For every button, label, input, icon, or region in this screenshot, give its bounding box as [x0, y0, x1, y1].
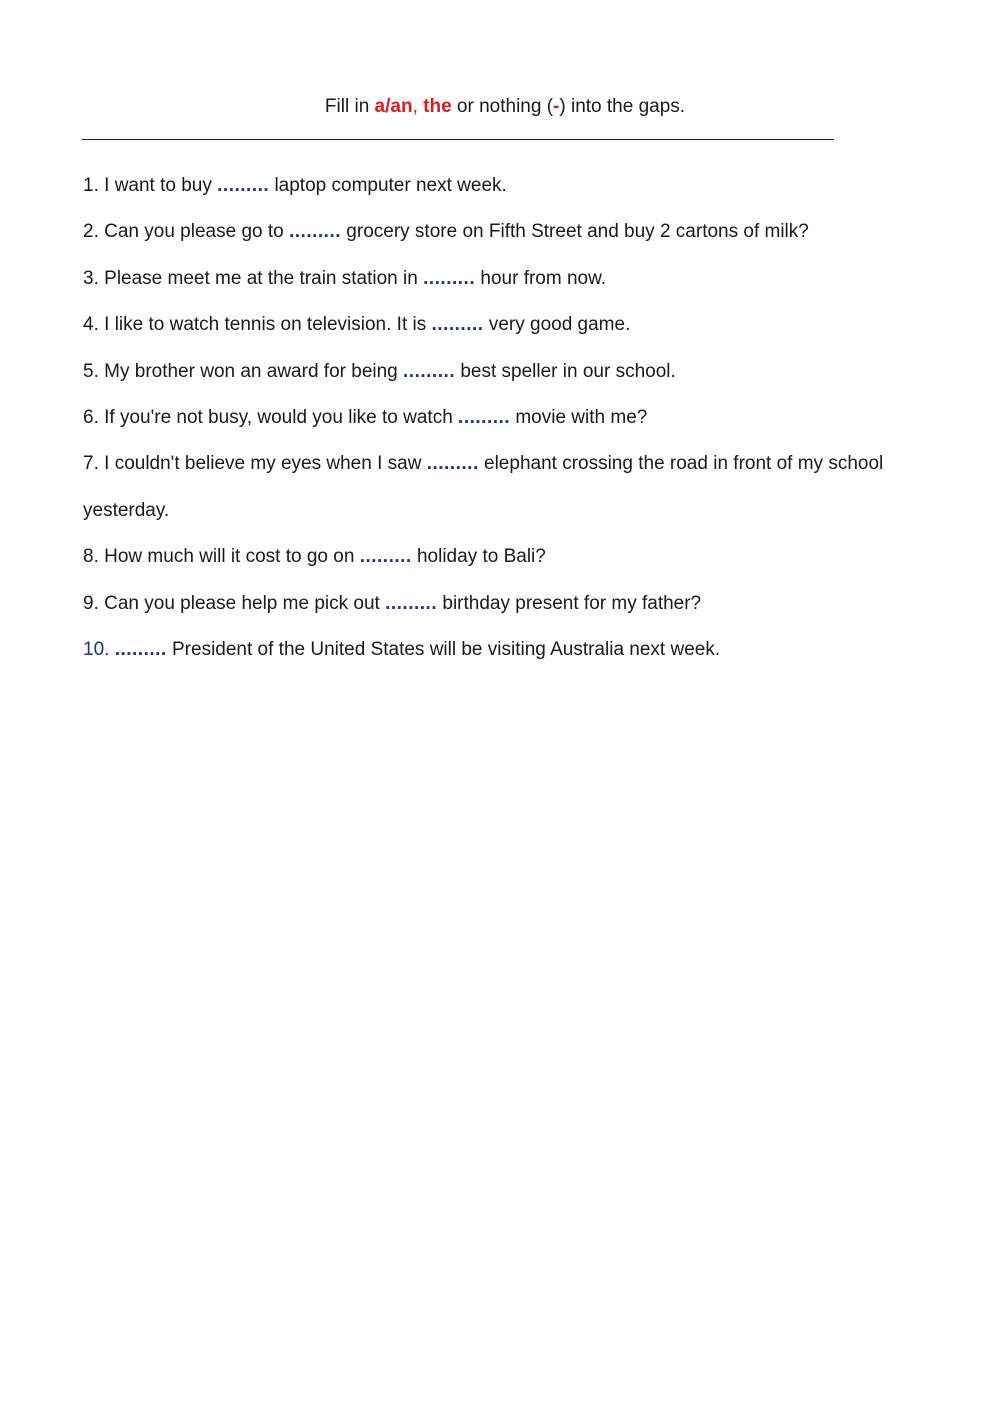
exercise-item-4	[83, 302, 963, 348]
exercise-item-7	[83, 441, 963, 534]
item-text-before: How much will it cost to go on	[104, 546, 355, 568]
item-text-after: birthday present for my father?	[442, 592, 702, 614]
item-number: 1.	[83, 175, 99, 196]
exercise-item-10	[83, 627, 963, 673]
answer-gap[interactable]: .........	[114, 639, 167, 661]
instruction-middle: or nothing (	[451, 96, 554, 117]
item-number: 9.	[83, 592, 99, 614]
answer-gap[interactable]: .........	[385, 592, 438, 614]
item-text-after: laptop computer next week.	[274, 175, 507, 196]
answer-gap[interactable]: .........	[403, 360, 456, 382]
item-text-before: I couldn't believe my eyes when I saw	[104, 453, 422, 475]
heading-rule	[82, 139, 834, 140]
answer-gap[interactable]: .........	[423, 267, 476, 289]
item-number: 8.	[83, 546, 99, 568]
option-a-an: a/an	[374, 96, 413, 117]
item-text-before: I want to buy	[104, 175, 212, 196]
exercise-item-1	[83, 163, 963, 209]
item-text-before: Please meet me at the train station in	[104, 267, 418, 289]
item-number: 10.	[83, 639, 110, 661]
exercise-item-9	[83, 581, 963, 627]
item-number: 7.	[83, 453, 99, 475]
exercise-list	[83, 163, 963, 673]
answer-gap[interactable]: .........	[217, 175, 270, 196]
item-text-before: My brother won an award for being	[104, 360, 398, 382]
option-separator: ,	[412, 96, 418, 117]
exercise-item-2	[83, 209, 963, 255]
option-nothing: -	[553, 96, 560, 117]
exercise-item-6	[83, 395, 963, 441]
item-text-after: President of the United States will be visiting Australia next week.	[172, 639, 721, 661]
item-text-after: best speller in our school.	[460, 360, 676, 382]
item-text-after: very good game.	[488, 314, 631, 336]
item-text-after: grocery store on Fifth Street and buy 2 cartons of milk?	[346, 221, 809, 243]
item-text-before: Can you please help me pick out	[104, 592, 380, 614]
instruction-suffix: ) into the gaps.	[559, 96, 686, 117]
instruction-prefix: Fill in	[324, 96, 375, 117]
answer-gap[interactable]: .........	[431, 314, 484, 336]
item-number: 4.	[83, 314, 99, 336]
option-the: the	[423, 96, 452, 117]
exercise-item-5	[83, 349, 963, 395]
item-text-before: If you're not busy, would you like to watch	[104, 407, 453, 429]
item-text-before: Can you please go to	[104, 221, 284, 243]
answer-gap[interactable]: .........	[359, 546, 412, 568]
item-text-after: movie with me?	[515, 407, 648, 429]
item-number: 2.	[83, 221, 99, 243]
exercise-item-3	[83, 256, 963, 302]
instruction-heading	[0, 94, 1000, 120]
answer-gap[interactable]: .........	[289, 221, 342, 243]
item-number: 6.	[83, 407, 99, 429]
item-text-after: holiday to Bali?	[416, 546, 546, 568]
item-text-after: elephant crossing the road in front of my school yesterday.	[83, 453, 884, 521]
item-number: 5.	[83, 360, 99, 382]
answer-gap[interactable]: .........	[426, 453, 479, 475]
item-text-after: hour from now.	[480, 267, 607, 289]
answer-gap[interactable]: .........	[458, 407, 511, 429]
item-number: 3.	[83, 267, 99, 289]
item-text-before: I like to watch tennis on television. It is	[104, 314, 427, 336]
exercise-item-8	[83, 534, 963, 580]
